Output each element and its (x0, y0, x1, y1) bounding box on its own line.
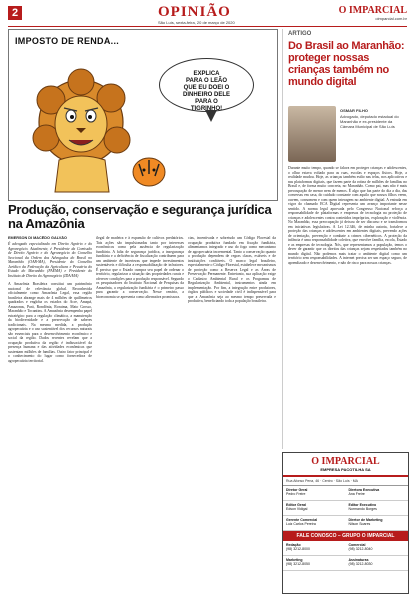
staff-entry (283, 486, 346, 501)
staff-title: Diretor de Marketing (348, 518, 383, 522)
article-column-2 (96, 236, 184, 596)
speech-bubble (159, 58, 254, 112)
staff-entry (283, 501, 346, 516)
staff-title: Gerente Comercial (286, 518, 318, 522)
staff-entry (346, 501, 409, 516)
contact-value: (98) 3212-8030 (348, 562, 373, 566)
contact-entry (283, 556, 346, 571)
article-tag: ARTIGO (288, 31, 312, 37)
staff-name: Normando Borges (348, 507, 377, 511)
staff-title: Editor Geral (286, 503, 307, 507)
dateline: São Luís, sexta-feira, 20 de março de 2020 (158, 20, 235, 25)
contact-title: Comercial (348, 543, 366, 547)
contact-entry (346, 541, 409, 556)
contact-value: (98) 3212-8000 (286, 547, 310, 551)
contact-entry (283, 541, 346, 556)
contact-title: Redação (286, 543, 301, 547)
speech-line: TIGRINHO! (190, 106, 223, 112)
column-text: cias, incentivada e sobretudo um Código Florestal da ocupação produtiva fundado em fixação fundiária, alimentamos integrado e uso do fogo como mecanismo de agropecuária incremental. Tanto a conservação quanto a produção dependem de regras claras, estáveis e de instituições confiáveis. O marco legal brasileiro, especialmente o Código Florestal, estabelece mecanismos de proteção como a Reserva Legal e as Áreas de Preservação Permanente. Entretanto, sua aplicação exige o Cadastro Ambiental Rural e os Programas de Regularização Ambiental, instrumentos ainda em implementação. Por fim, a integração entre produtores, órgãos públicos e sociedade civil é indispensável para que a Amazônia seja ao mesmo tempo preservada e produtiva, beneficiando toda a população brasileira. (188, 236, 276, 303)
contact-value: (98) 3212-8040 (348, 547, 373, 551)
contact-title: Assinaturas (348, 558, 369, 562)
website: oimparcial.com.br (375, 16, 407, 21)
contact-entry (346, 556, 409, 571)
staff-title: Editor Executivo (348, 503, 377, 507)
masthead-header (283, 453, 408, 477)
author-bio: É advogado especializado em Direito Agrário e do Agronegócio. Atualmente, é Presidente da Comissão de Direito Agrário e do Agronegócio do Conselho Seccional da Ordem dos Advogados do Brasil no Maranhão (OAB-MA), Presidente do Conselho Jurídico da Federação da Agricultura e Pecuária do Estado do Maranhão (FAEMA) e Presidente do Instituto de Direito do Agronegócio (IDA/MA) (8, 242, 92, 278)
contact-band: FALE CONOSCO – GRUPO O IMPARCIAL (283, 531, 408, 541)
staff-name: Pedro Freire (286, 492, 306, 496)
speech-line: PARA O (195, 99, 218, 105)
brand (339, 5, 407, 21)
staff-name: Nilson Soares (348, 522, 371, 526)
side-author: OSMAR FILHO (340, 108, 368, 113)
masthead-box (282, 452, 409, 594)
cartoon-title: IMPOSTO DE RENDA... (15, 36, 120, 46)
speech-line: EXPLICA (193, 71, 220, 77)
contact-title: Marketing (286, 558, 303, 562)
speech-line: PARA O LEÃO (185, 78, 227, 84)
side-byline (340, 108, 407, 129)
column-text: ilegal de madeira e à expansão de cultivos predatórios. Tais ações são impulsionadas tanto por interesses econômicos como pela ausência de regularização fundiária. A falta de segurança jurídica, a insegurança fundiária e a deficiência de fiscalização contribuem para um ambiente de incertezas que impede investimentos sustentáveis e dificulta a responsabilização de infratores. É preciso que o Estado cumpra seu papel de ordenar o território, regularizar a situação das propriedades rurais e oferecer condições para a produção responsável. Segundo os pesquisadores do Instituto Nacional de Pesquisas da Amazônia, a regularização fundiária é o primeiro passo para garantir a conservação. Nesse cenário, a bioeconomia se apresenta como alternativa promissora. (96, 236, 184, 299)
speech-line: DINHEIRO DELE (182, 92, 230, 98)
page-number: 2 (8, 6, 22, 20)
side-author-bio: Advogado, deputado estadual do Maranhão e ex-presidente da Câmara Municipal de São Luís (340, 114, 399, 129)
staff-entry (283, 516, 346, 531)
column-text: Durante muito tempo, quando se falava em proteger crianças e adolescentes, o olhar estava voltado para as ruas, escolas e espaços físicos. Hoje, a realidade mudou. Hoje, as crianças também estão nas telas, nos aplicativos e nas plataformas digitais, que fazem parte da rotina de milhões de famílias no Brasil e, de forma muito concreta, no Maranhão. Como pai, mas não é mais preocupação de menor nem de menos. É algo que faz parte do dia a dia, das conversas em casa, do cuidado constante com aquilo que nossos filhos veem, ouvem, consomem e com quem interagem no ambiente digital. A entrada em vigor do chamado ECA Digital representa um avanço importante nesse sentido. A norma legal aprovada pelo Congresso Nacional reforça a responsabilidade de plataformas e empresas de tecnologia na proteção de crianças e adolescentes contra conteúdos impróprios, exploração e violência. No Maranhão, essa preocupação já deixou de ser discurso e se transformou em iniciativas legislativas. A Lei 12.346, de minha autoria, fortalece a proteção das crianças e adolescentes em ambientes digitais, prevendo ações de orientação, prevenção e combate a crimes cibernéticos. A proteção da infância é uma responsabilidade coletiva, que envolve família, escola, Estado e as empresas de tecnologia. Nós, que representamos a população, temos o dever de garantir que os direitos das crianças sejam respeitados também no mundo digital. Não podemos mais tratar o ambiente digital como um território sem responsabilidades. A internet precisa ser um espaço seguro, de aprendizado e desenvolvimento, e não de risco para nossas crianças. (288, 166, 407, 265)
masthead-staff (283, 486, 408, 531)
column-divider (282, 29, 283, 449)
header-rule (8, 26, 407, 27)
staff-title: Diretor Geral (286, 488, 308, 492)
article-column-3 (188, 236, 276, 596)
lion-body (55, 156, 109, 192)
staff-name: Ana Freire (348, 492, 365, 496)
masthead-contacts (283, 541, 408, 571)
article-column-1 (8, 236, 92, 596)
masthead-subtitle: EMPRESA PACOTILHA SA (320, 467, 371, 472)
speech-bubble-tail (205, 110, 217, 122)
tiger-cub (133, 158, 165, 186)
article-author: EMERSON DI MACÊDO GALVÃO (8, 236, 67, 240)
lion-face (55, 96, 107, 152)
editorial-cartoon (8, 29, 278, 201)
masthead-logo: O IMPARCIAL (311, 456, 380, 467)
staff-name: Luiz Carlos Pereira (286, 522, 316, 526)
column-text: A Amazônia Brasileira constitui um patrimônio nacional de relevância global. Reconhecida oficialmente como Amazônia Legal, essa região brasileira abrange mais de 4 milhões de quilômetros quadrados e engloba os estados do Acre, Amapá, Amazonas, Pará, Rondônia, Roraima, Mato Grosso, Maranhão e Tocantins. A Amazônia desempenha papel estratégico para a regulação climática, a manutenção da biodiversidade e a preservação de saberes tradicionais. Na mesma medida, a produção agropecuária e o uso sustentável dos recursos naturais são essenciais para o desenvolvimento econômico e social da região. Dados recentes revelam que a ocupação produtiva da região é indissociável da presença humana e das atividades econômicas que sustentam milhões de famílias. Outro fator principal é o conhecimento do lugar como fornecedora de agropecuária territorial. (8, 282, 92, 363)
main-headline: Produção, conservação e segurança jurídica na Amazônia (8, 202, 272, 231)
side-headline: Do Brasil ao Maranhão: proteger nossas crianças também no mundo digital (288, 40, 405, 88)
contact-value: (98) 3212-8050 (286, 562, 310, 566)
masthead-address: Rua Afonso Pena, 46 · Centro · São Luís · MA (283, 477, 408, 486)
newspaper-logo: O IMPARCIAL (338, 5, 407, 16)
section-title: OPINIÃO (158, 4, 231, 20)
author-photo (288, 106, 336, 162)
staff-entry (346, 516, 409, 531)
staff-entry (346, 486, 409, 501)
staff-name: Edson Vidigal (286, 507, 308, 511)
side-article-body (288, 166, 407, 448)
speech-line: QUE EU DOEI O (183, 85, 230, 91)
staff-title: Diretora Executiva (348, 488, 380, 492)
page-header (8, 6, 407, 24)
lion-illustration (21, 60, 171, 195)
